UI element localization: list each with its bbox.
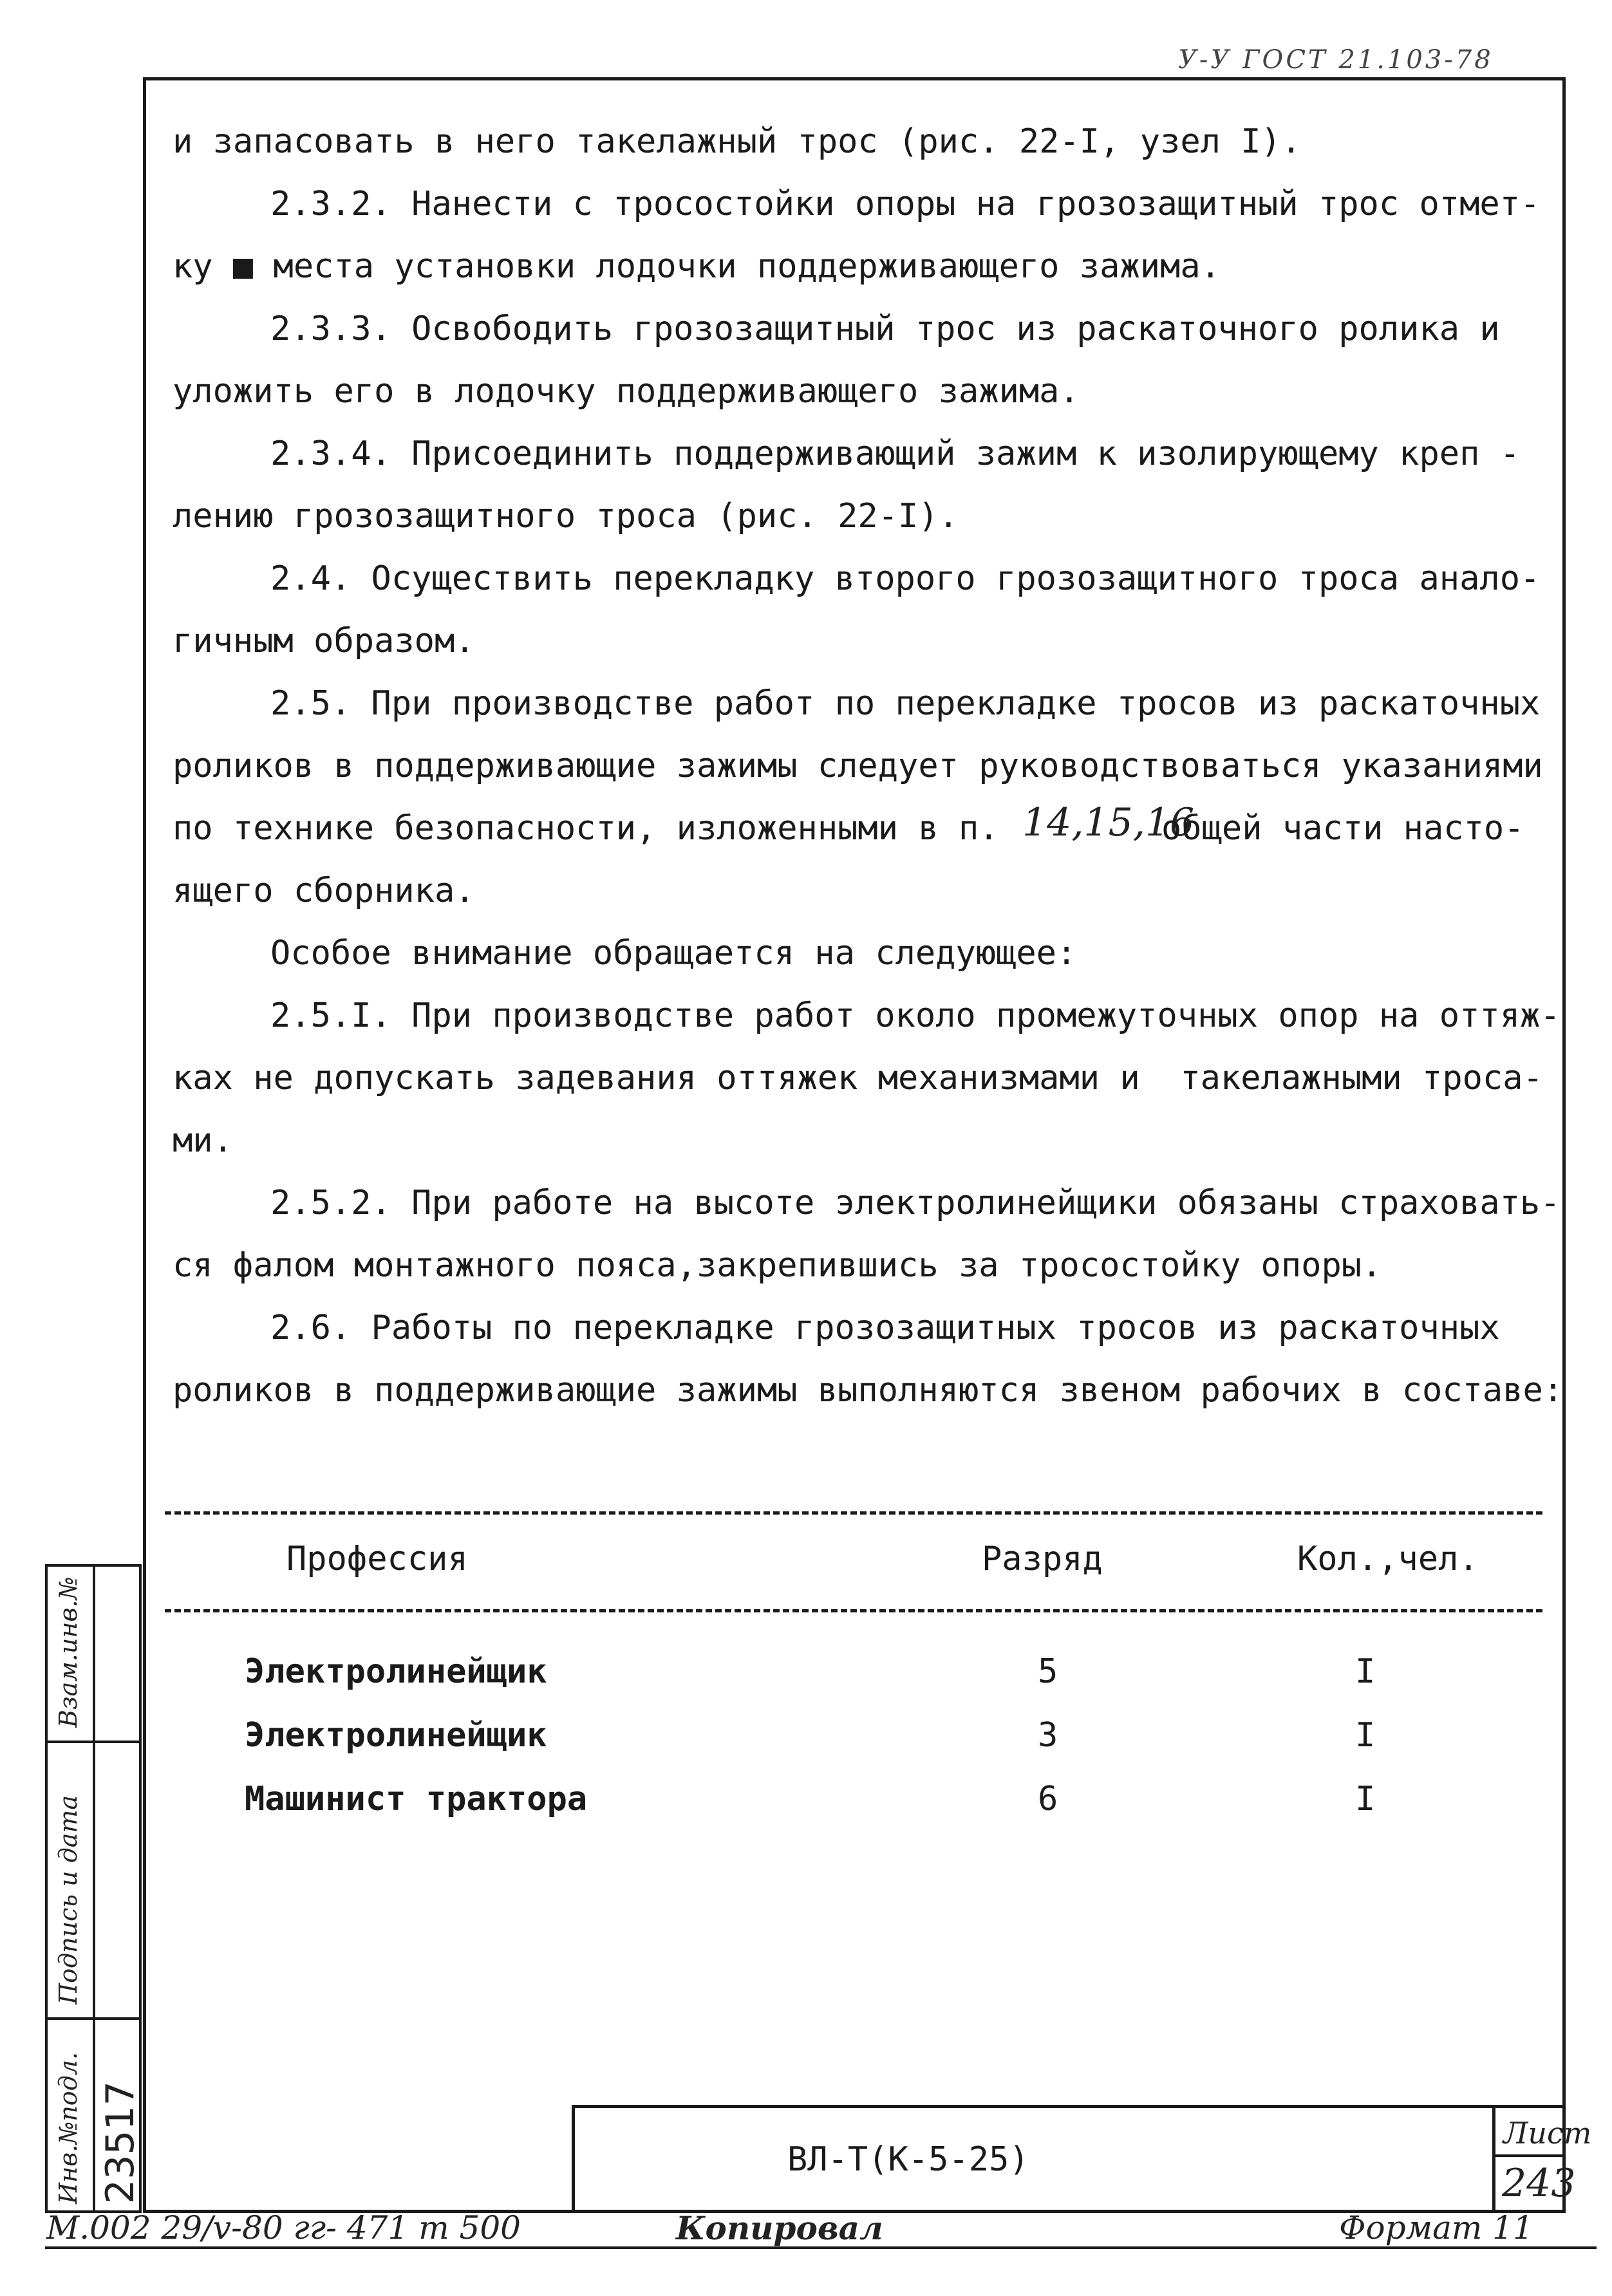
table-cell-profession: Электролинейщик	[245, 1716, 547, 1755]
sheet-box	[1492, 2105, 1592, 2213]
footer-copied-by: Копировал	[676, 2209, 883, 2247]
text-line: 2.3.2. Нанести с тросостойки опоры на грозозащитный трос отмет-	[270, 185, 1541, 223]
table-cell-grade: 3	[1038, 1716, 1058, 1755]
table-cell-profession: Машинист трактора	[245, 1780, 588, 1818]
text-line: ящего сборника.	[173, 872, 475, 910]
text-line: 2.3.4. Присоединить поддерживающий зажим к изолирующему креп -	[270, 434, 1521, 473]
text-line: и запасовать в него такелажный трос (рис. 22-I, узел I).	[173, 122, 1302, 161]
text-line: роликов в поддерживающие зажимы следует руководствоваться указаниями	[173, 747, 1543, 785]
inv-number-label: Инв.№подл.	[54, 2051, 82, 2204]
side-divider	[93, 1567, 95, 2210]
title-block	[572, 2105, 1492, 2213]
text-line: 2.6. Работы по перекладке грозозащитных тросов из раскаточных	[270, 1309, 1500, 1347]
sheet-label: Лист	[1503, 2116, 1592, 2151]
text-line: 2.3.3. Освободить грозозащитный трос из раскаточного ролика и	[270, 310, 1500, 348]
table-header-grade: Разряд	[982, 1540, 1103, 1578]
footer-order-number: М.002 29/v-80 гг- 471 т 500	[46, 2209, 521, 2246]
table-cell-count: I	[1355, 1780, 1376, 1818]
side-divider	[48, 2017, 139, 2020]
text-line: ку ■ места установки лодочки поддерживающего зажима.	[173, 247, 1221, 286]
table-cell-grade: 6	[1038, 1780, 1058, 1818]
side-stamp-panel	[45, 1564, 142, 2213]
text-line: 2.5. При производстве работ по перекладке тросов из раскаточных	[270, 684, 1541, 723]
table-cell-count: I	[1355, 1652, 1376, 1691]
document-designation: ВЛ-Т(К-5-25)	[787, 2140, 1029, 2179]
document-code-header: У-У ГОСТ 21.103-78	[1178, 45, 1494, 75]
text-line: уложить его в лодочку поддерживающего зажима.	[173, 372, 1080, 411]
text-line: общей части насто-	[1161, 809, 1524, 848]
side-divider	[48, 1741, 139, 1743]
text-line: Особое внимание обращается на следующее:	[270, 934, 1077, 973]
text-line: 2.4. Осуществить перекладку второго грозозащитного троса анало-	[270, 559, 1541, 598]
table-rule-bottom	[165, 1609, 1542, 1612]
text-line: ми.	[173, 1121, 233, 1160]
inv-number-value: 23517	[98, 2081, 143, 2204]
text-line: лению грозозащитного троса (рис. 22-I).	[173, 497, 959, 536]
table-cell-profession: Электролинейщик	[245, 1652, 547, 1691]
text-line: ся фалом монтажного пояса,закрепившись за тросостойку опоры.	[173, 1246, 1382, 1285]
footer-format: Формат 11	[1339, 2209, 1533, 2246]
replace-inv-label: Взам.инв.№	[54, 1576, 82, 1728]
text-line: по технике безопасности, изложенными в п.	[173, 809, 999, 848]
handwritten-reference: 14,15,16	[1022, 800, 1195, 845]
table-header-profession: Профессия	[286, 1540, 468, 1578]
table-rule-top	[165, 1511, 1542, 1515]
signature-date-label: Подпись и дата	[54, 1795, 82, 2004]
table-cell-count: I	[1355, 1716, 1376, 1755]
text-line: 2.5.I. При производстве работ около промежуточных опор на оттяж-	[270, 996, 1560, 1035]
text-line: 2.5.2. При работе на высоте электролинейщики обязаны страховать-	[270, 1184, 1560, 1222]
table-header-count: Кол.,чел.	[1297, 1540, 1479, 1578]
text-line: роликов в поддерживающие зажимы выполняются звеном рабочих в составе:	[173, 1371, 1564, 1410]
text-line: ках не допускать задевания оттяжек механизмами и такелажными троса-	[173, 1059, 1543, 1097]
text-line: гичным образом.	[173, 622, 475, 660]
sheet-divider	[1495, 2154, 1566, 2157]
sheet-number: 243	[1502, 2161, 1576, 2206]
table-cell-grade: 5	[1038, 1652, 1058, 1691]
